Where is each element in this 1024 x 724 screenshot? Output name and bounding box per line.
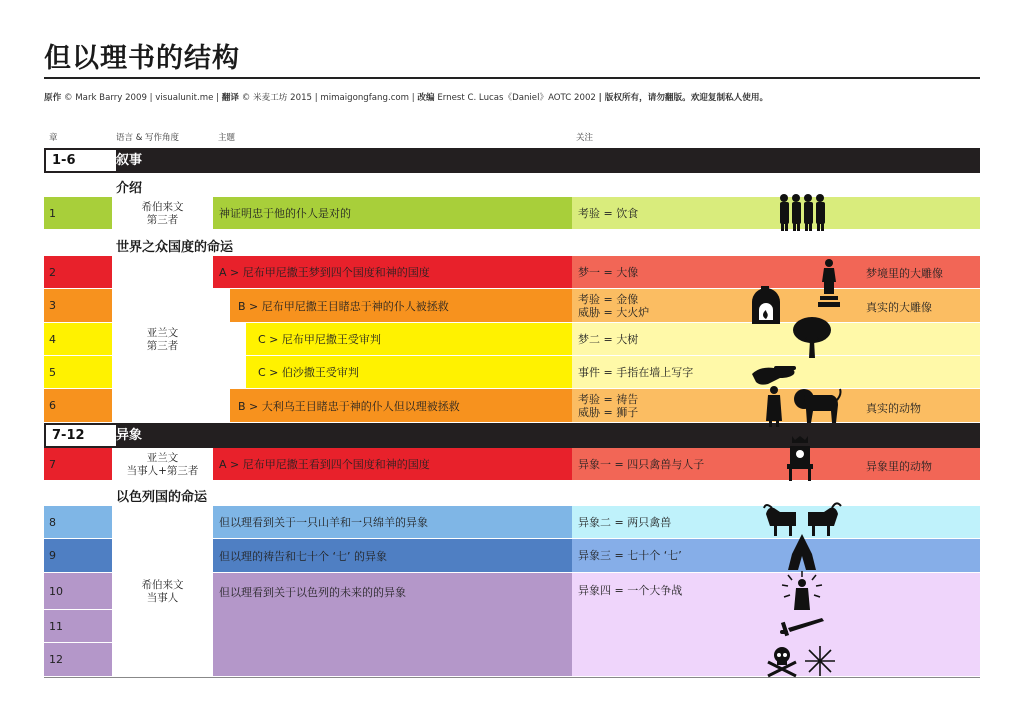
section-label: 异象 <box>116 428 143 443</box>
throne-icon <box>784 436 816 482</box>
statue-icon <box>818 258 840 310</box>
row-9-theme: 但以理的祷告和七十个 ‘七’ 的异象 <box>213 539 572 573</box>
row-2-concern: 梦一 = 大像 <box>572 256 980 289</box>
row-9-concern: 异象三 = 七十个 ‘七’ <box>572 539 980 573</box>
row-1-theme: 神证明忠于他的仆人是对的 <box>213 197 572 230</box>
row-1-chapter: 1 <box>44 197 112 230</box>
row-6-theme: B > 大利乌王目睹忠于神的仆人但以理被拯救 <box>230 389 572 423</box>
row-3-theme: B > 尼布甲尼撒王目睹忠于神的仆人被拯救 <box>230 289 572 323</box>
people-icon <box>776 192 828 232</box>
row-3-concern: 考验 = 金像 威胁 = 大火炉 <box>572 289 980 323</box>
row-2-note: 梦境里的大雕像 <box>866 267 943 280</box>
row-7-note: 异象里的动物 <box>866 460 932 473</box>
row-3-note: 真实的大雕像 <box>866 301 932 314</box>
row-2-chapter: 2 <box>44 256 112 289</box>
subheading-israel: 以色列国的命运 <box>116 490 208 505</box>
tree-icon <box>792 316 832 360</box>
title-divider <box>44 77 980 79</box>
row-4-theme: C > 尼布甲尼撒王受审判 <box>246 323 572 356</box>
col-theme: 主题 <box>218 133 236 143</box>
row-6-chapter: 6 <box>44 389 112 423</box>
language-aramaic-both: 亚兰文 当事人+第三者 <box>112 448 213 481</box>
row-2-theme: A > 尼布甲尼撒王梦到四个国度和神的国度 <box>213 256 572 289</box>
row-3-chapter: 3 <box>44 289 112 323</box>
section-chapters: 1-6 <box>44 148 118 173</box>
col-language: 语言 & 写作角度 <box>116 133 180 143</box>
row-5-chapter: 5 <box>44 356 112 389</box>
col-chapter: 章 <box>49 133 58 143</box>
row-6-concern: 考验 = 祷告 威胁 = 狮子 <box>572 389 980 423</box>
page-title: 但以理书的结构 <box>44 43 240 74</box>
row-8-concern: 异象二 = 两只禽兽 <box>572 506 980 539</box>
language-aramaic-third: 亚兰文 第三者 <box>112 256 213 423</box>
section-chapters: 7-12 <box>44 423 118 448</box>
row-5-theme: C > 伯沙撒王受审判 <box>246 356 572 389</box>
col-concern: 关注 <box>576 133 594 143</box>
row-12-chapter: 12 <box>44 643 112 677</box>
credits-line: 原作 © Mark Barry 2009 | visualunit.me | 翻译 © 米麦工坊 2015 | mimaigongfang.com | 改编 Ernest C. Lucas《Daniel》AOTC 2002 | 版权所有，请勿翻版。欢迎复制私人使用。 <box>44 93 769 103</box>
row-11-chapter: 11 <box>44 610 112 643</box>
furnace-icon <box>748 286 784 326</box>
glowing-man-icon <box>780 571 824 611</box>
table-bottom-rule <box>44 677 980 678</box>
row-6-note: 真实的动物 <box>866 402 921 415</box>
section-band-narrative <box>44 148 980 173</box>
hand-icon <box>750 360 798 388</box>
subheading-intro: 介绍 <box>116 181 143 196</box>
subheading-nations: 世界之众国度的命运 <box>116 240 234 255</box>
sword-icon <box>780 614 826 638</box>
row-4-concern: 梦二 = 大树 <box>572 323 980 356</box>
man-lion-icon <box>764 385 842 427</box>
row-5-concern: 事件 = 手指在墙上写字 <box>572 356 980 389</box>
row-1-concern: 考验 = 饮食 <box>572 197 980 230</box>
praying-hands-icon <box>786 532 818 572</box>
row-10-12-theme: 但以理看到关于以色列的未来的的异象 <box>213 573 572 677</box>
language-hebrew-third: 希伯来文 第三者 <box>112 197 213 230</box>
language-hebrew-first: 希伯来文 当事人 <box>112 506 213 677</box>
row-7-theme: A > 尼布甲尼撒王看到四个国度和神的国度 <box>213 448 572 481</box>
row-9-chapter: 9 <box>44 539 112 573</box>
row-7-concern: 异象一 = 四只禽兽与人子 <box>572 448 980 481</box>
row-7-chapter: 7 <box>44 448 112 481</box>
row-10-chapter: 10 <box>44 573 112 610</box>
section-label: 叙事 <box>116 153 143 168</box>
row-4-chapter: 4 <box>44 323 112 356</box>
row-10-12-concern: 异象四 = 一个大争战 <box>572 573 980 677</box>
row-8-theme: 但以理看到关于一只山羊和一只绵羊的异象 <box>213 506 572 539</box>
skull-star-icon <box>766 644 836 678</box>
row-8-chapter: 8 <box>44 506 112 539</box>
